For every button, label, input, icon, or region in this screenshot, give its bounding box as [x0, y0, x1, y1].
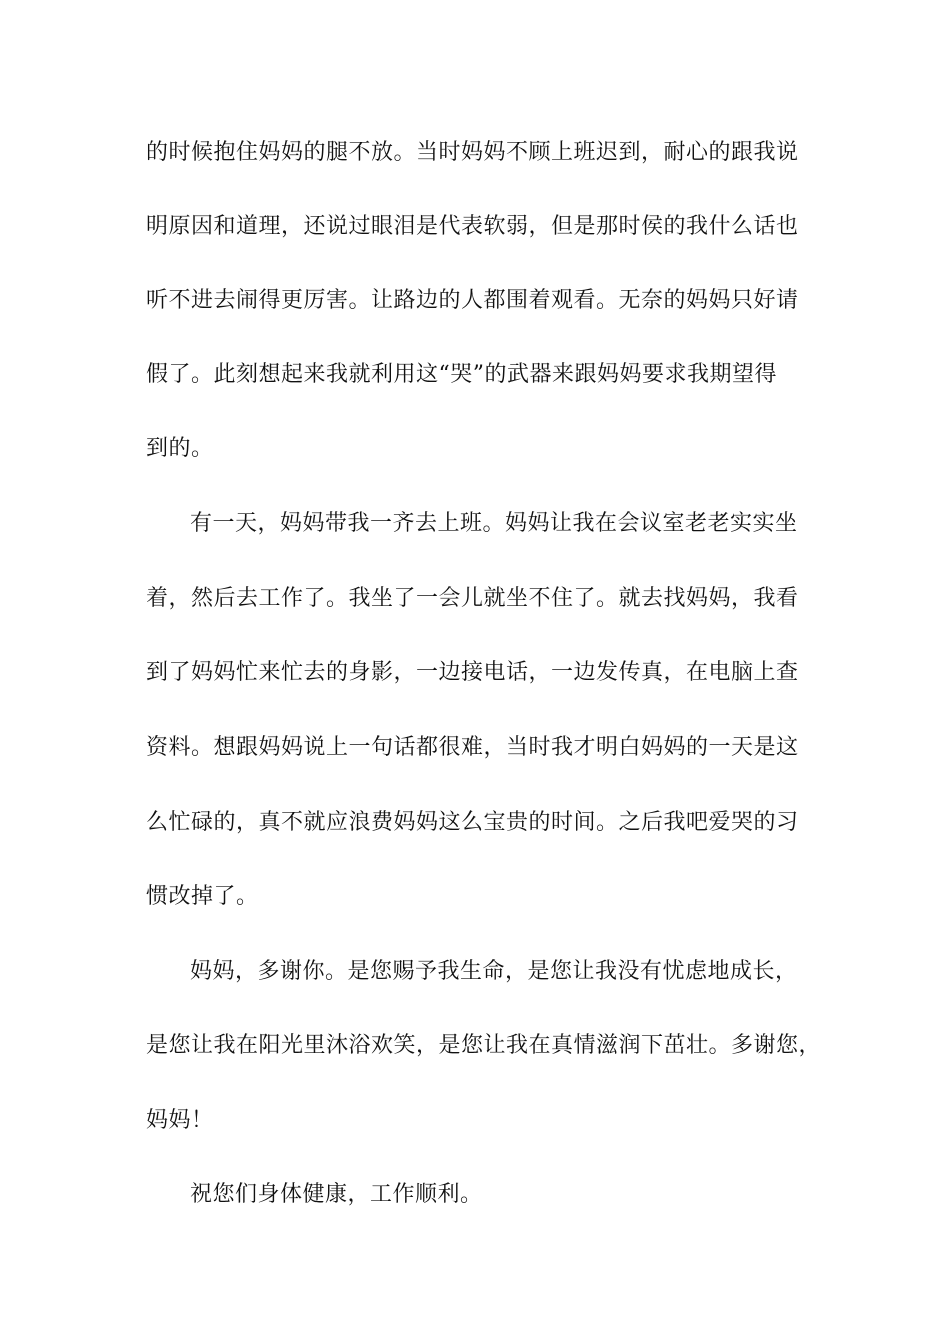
text-line: 到的。 [146, 436, 214, 461]
text-line: 假了。此刻想起来我就利用这“哭”的武器来跟妈妈要求我期望得 [146, 362, 777, 387]
text-line: 资料。想跟妈妈说上一句话都很难，当时我才明白妈妈的一天是这 [146, 735, 799, 760]
paragraph-start: 妈妈，多谢你。是您赐予我生命，是您让我没有忧虑地成长， [190, 959, 798, 984]
text-line: 么忙碌的，真不就应浪费妈妈这么宝贵的时间。之后我吧爱哭的习 [146, 810, 799, 835]
text-line: 明原因和道理，还说过眼泪是代表软弱，但是那时侯的我什么话也 [146, 214, 799, 239]
paragraph-start: 有一天，妈妈带我一齐去上班。妈妈让我在会议室老老实实坐 [190, 511, 798, 536]
text-line: 惯改掉了。 [146, 884, 259, 909]
closing-line: 祝您们身体健康，工作顺利。 [190, 1182, 483, 1207]
text-line: 听不进去闹得更厉害。让路边的人都围着观看。无奈的妈妈只好请 [146, 288, 799, 313]
text-line: 的时候抱住妈妈的腿不放。当时妈妈不顾上班迟到，耐心的跟我说 [146, 140, 799, 165]
text-line: 着，然后去工作了。我坐了一会儿就坐不住了。就去找妈妈，我看 [146, 586, 799, 611]
text-line: 妈妈！ [146, 1108, 214, 1133]
text-line: 是您让我在阳光里沐浴欢笑，是您让我在真情滋润下茁壮。多谢您， [146, 1033, 822, 1058]
text-line: 到了妈妈忙来忙去的身影，一边接电话，一边发传真，在电脑上查 [146, 660, 799, 685]
